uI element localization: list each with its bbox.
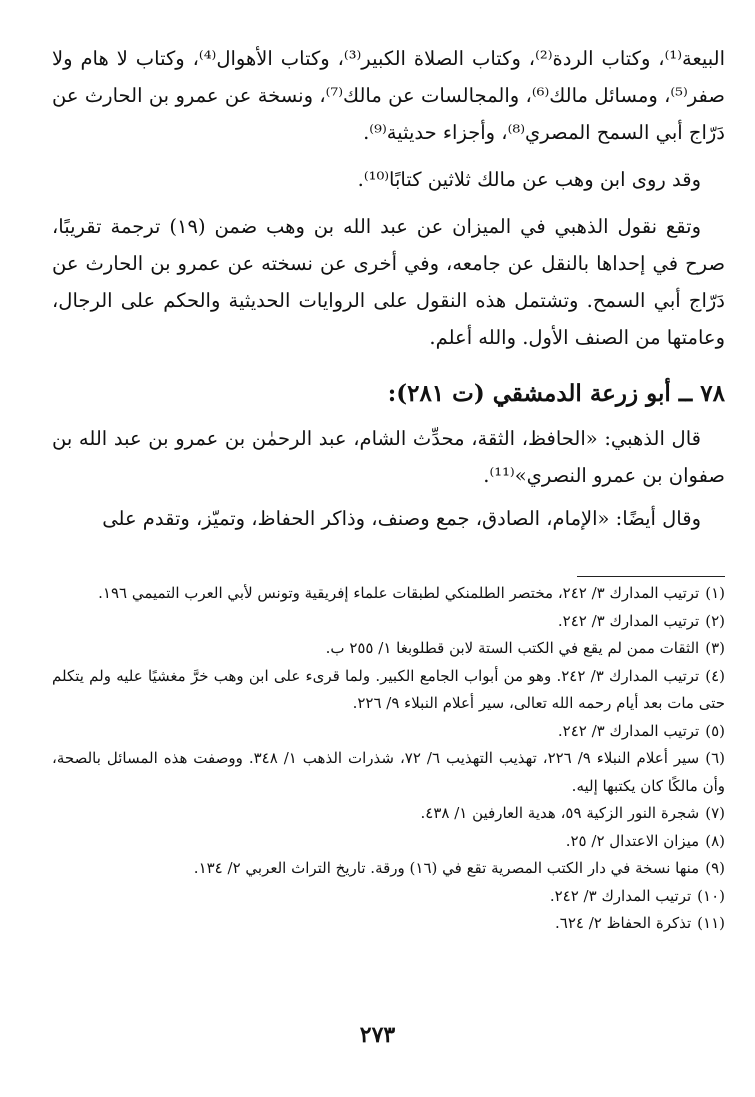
footnote-separator [577, 576, 725, 577]
main-text [52, 40, 725, 537]
footnote [52, 855, 725, 883]
footnote-text: ترتيب المدارك ٣/ ٢٤٢. وهو من أبواب الجامع الكبير. ولما قرىء على ابن وهب خرَّ مغشيًا عليه ولم يتكلم حتى مات بعد أيام رحمه الله تعالى، سير أعلام النبلاء ٩/ ٢٢٦. [52, 666, 725, 712]
footnote-text: ترتيب المدارك ٣/ ٢٤٢. [557, 611, 700, 630]
footnotes [52, 580, 725, 938]
footnote-number: (٦) [705, 749, 725, 767]
footnote [52, 718, 725, 746]
footnote [52, 608, 725, 636]
footnote [52, 883, 725, 911]
footnote-text: ميزان الاعتدال ٢/ ٢٥. [565, 831, 700, 850]
paragraph-works-list: البيعة⁽¹⁾، وكتاب الردة⁽²⁾، وكتاب الصلاة الكبير⁽³⁾، وكتاب الأهوال⁽⁴⁾، وكتاب لا هام ولا صفر⁽⁵⁾، ومسائل مالك⁽⁶⁾، والمجالسات عن مالك⁽⁷⁾، ونسخة عن عمرو بن الحارث عن دَرّاج أبي السمح المصري⁽⁸⁾، وأجزاء حديثية⁽⁹⁾. [52, 47, 725, 144]
footnote-text: شجرة النور الزكية ٥٩، هدية العارفين ١/ ٤٣٨. [420, 804, 700, 822]
footnote-text: سير أعلام النبلاء ٩/ ٢٢٦، تهذيب التهذيب ٦/ ٧٢، شذرات الذهب ١/ ٣٤٨. ووصفت هذه المسائل بالصحة، وأن مالكًا كان يكتبها إليه. [52, 749, 725, 795]
footnote-number: (١١) [697, 914, 725, 932]
footnote [52, 635, 725, 663]
footnote-number: (٤) [705, 666, 725, 685]
paragraph-ibn-wahb-malik: وقد روى ابن وهب عن مالك ثلاثين كتابًا⁽¹⁰⁾. [357, 168, 701, 191]
footnote-text: ترتيب المدارك ٣/ ٢٤٢. [549, 886, 692, 905]
footnote-text: تذكرة الحفاظ ٢/ ٦٢٤. [555, 914, 692, 932]
footnote-text: منها نسخة في دار الكتب المصرية تقع في (١٦) ورقة. تاريخ التراث العربي ٢/ ١٣٤. [193, 859, 700, 877]
paragraph-dhahabi-citations: وتقع نقول الذهبي في الميزان عن عبد الله بن وهب ضمن (١٩) ترجمة تقريبًا، صرح في إحداها بالنقل عن جامعه، وفي أخرى عن نسخته عن عمرو بن الحارث عن دَرّاج أبي السمح. وتشتمل هذه النقول على الروايات الحديثية والحكم على الرجال، وعامتها من الصنف الأول. والله أعلم. [52, 215, 725, 349]
page-number: ٢٧٣ [359, 1022, 396, 1048]
footnote [52, 800, 725, 828]
footnote-number: (٥) [705, 721, 725, 740]
footnote [52, 910, 725, 938]
footnote-number: (٩) [705, 859, 725, 877]
paragraph-dhahabi-quote-continued: وقال أيضًا: «الإمام، الصادق، جمع وصنف، وذاكر الحفاظ، وتميّز، وتقدم على [102, 507, 701, 530]
footnote-number: (١٠) [697, 886, 725, 905]
footnote-text: الثقات ممن لم يقع في الكتب الستة لابن قطلوبغا ١/ ٢٥٥ ب. [325, 639, 700, 657]
footnote-number: (٣) [705, 639, 725, 657]
footnote [52, 663, 725, 718]
footnote-number: (٢) [705, 611, 725, 630]
footnote [52, 745, 725, 800]
paragraph-dhahabi-quote: قال الذهبي: «الحافظ، الثقة، محدِّث الشام، عبد الرحمٰن بن عمرو بن عبد الله بن صفوان بن عمرو النصري»⁽¹¹⁾. [52, 427, 725, 487]
footnote-number: (٨) [705, 831, 725, 850]
section-heading: ٧٨ ــ أبو زرعة الدمشقي (ت ٢٨١): [387, 380, 725, 407]
footnote [52, 828, 725, 856]
footnote-number: (١) [705, 584, 725, 602]
footnote-number: (٧) [705, 804, 725, 822]
footnote-text: ترتيب المدارك ٣/ ٢٤٢. [557, 721, 700, 740]
footnote-text: ترتيب المدارك ٣/ ٢٤٢، مختصر الطلمنكي لطبقات علماء إفريقية وتونس لأبي العرب التميمي ١٩٦. [98, 584, 700, 602]
footnote [52, 580, 725, 608]
